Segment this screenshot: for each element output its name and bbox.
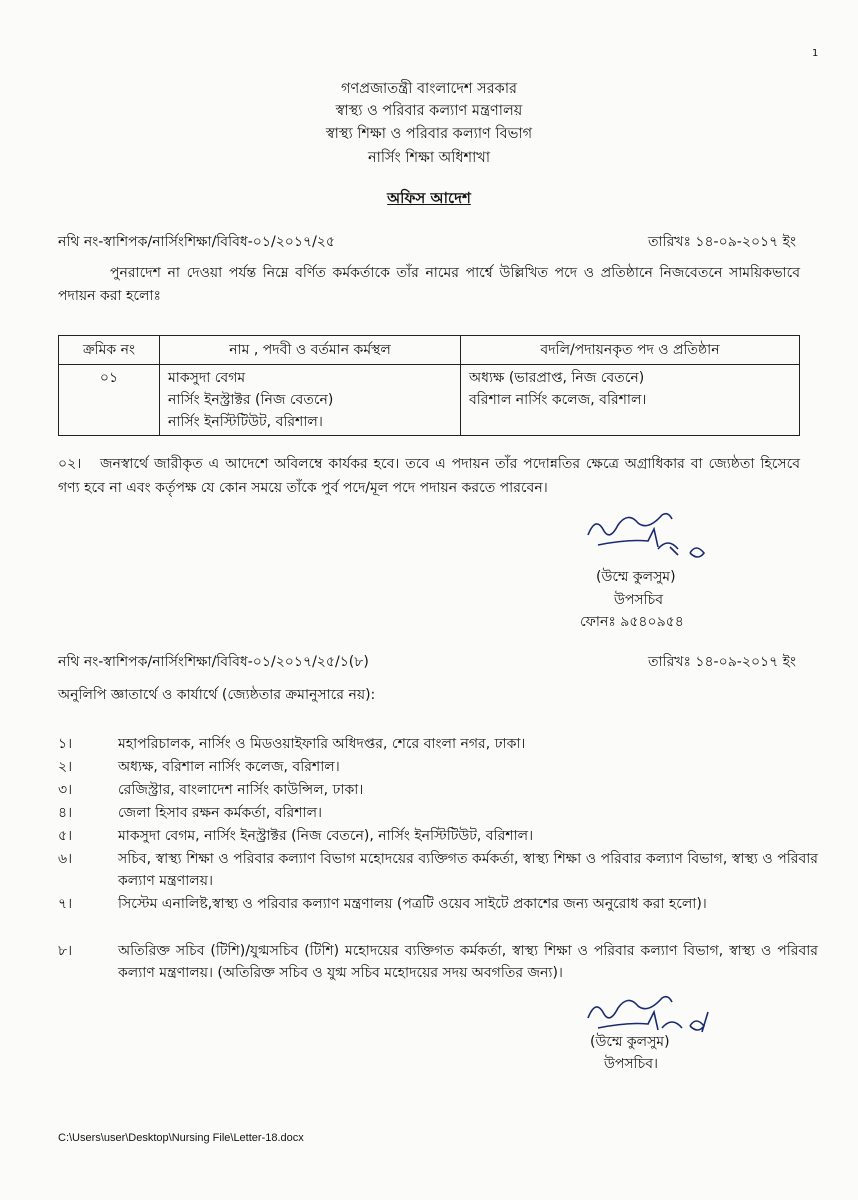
document-title: অফিস আদেশ bbox=[387, 189, 471, 207]
cc-num: ৬। bbox=[58, 851, 73, 867]
cc-num: ৪। bbox=[58, 805, 73, 821]
memo2-number: নথি নং-স্বাশিপক/নার্সিংশিক্ষা/বিবিধ-০১/২০১৭/২৫/১(৮) bbox=[58, 654, 369, 670]
cc-text: মহাপরিচালক, নার্সিং ও মিডওয়াইফারি অধিদপ্তর, শেরে বাংলা নগর, ঢাকা। bbox=[118, 736, 526, 752]
cell-current bbox=[160, 365, 461, 436]
cc-num: ২। bbox=[58, 759, 73, 775]
para2-number: ০২। bbox=[58, 456, 82, 472]
cc-text: অতিরিক্ত সচিব (টিশি)/যুগ্মসচিব (টিশি) মহোদয়ের ব্যক্তিগত কর্মকর্তা, স্বাস্থ্য শিক্ষা ও পরিবার কল্যাণ বিভাগ, স্বাস্থ্য ও পরিবার কল্যাণ মন্ত্রণালয়। (অতিরিক্ত সচিব ও যুগ্ম সচিব মহোদয়ের সদয় অবগতির জন্য)। bbox=[118, 943, 818, 981]
current-name: মাকসুদা বেগম bbox=[168, 370, 246, 386]
signatory-1-designation: উপসচিব bbox=[614, 592, 664, 608]
signatory-2-designation: উপসচিব। bbox=[604, 1056, 659, 1072]
signatory-2-name: (উম্মে কুলসুম) bbox=[590, 1034, 670, 1050]
header-line-3: স্বাস্থ্য শিক্ষা ও পরিবার কল্যাণ বিভাগ bbox=[325, 126, 533, 142]
para2-text: জনস্বার্থে জারীকৃত এ আদেশে অবিলম্বে কার্যকর হবে। তবে এ পদায়ন তাঁর পদোন্নতির ক্ষেত্রে অগ্রাধিকার বা জ্যেষ্ঠতা হিসেবে গণ্য হবে না এবং কর্তৃপক্ষ যে কোন সময়ে তাঁকে পুর্ব পদে/মূল পদে পদায়ন করতে পারবেন। bbox=[58, 456, 800, 496]
cc-num: ৭। bbox=[58, 896, 73, 912]
signatory-1-name: (উম্মে কুলসুম) bbox=[596, 569, 676, 585]
cc-num: ৩। bbox=[58, 782, 73, 798]
posting-table bbox=[58, 335, 800, 436]
cc-text: সচিব, স্বাস্থ্য শিক্ষা ও পরিবার কল্যাণ বিভাগ মহোদয়ের ব্যক্তিগত কর্মকর্তা, স্বাস্থ্য শিক্ষা ও পরিবার কল্যাণ বিভাগ, স্বাস্থ্য ও পরিবার কল্যাণ মন্ত্রণালয়। bbox=[118, 851, 818, 889]
cc-text: মাকসুদা বেগম, নার্সিং ইনস্ট্রাক্টর (নিজ বেতনে), নার্সিং ইনস্টিটিউট, বরিশাল। bbox=[118, 828, 534, 844]
header-line-2: স্বাস্থ্য ও পরিবার কল্যাণ মন্ত্রণালয় bbox=[335, 103, 523, 119]
cc-heading: অনুলিপি জ্ঞাতার্থে ও কার্যার্থে (জ্যেষ্ঠতার ক্রমানুসারে নয়): bbox=[58, 687, 376, 703]
cc-text: অধ্যক্ষ, বরিশাল নার্সিং কলেজ, বরিশাল। bbox=[118, 759, 340, 775]
memo-date: তারিখঃ ১৪-০৯-২০১৭ ইং bbox=[648, 234, 796, 250]
cc-text: জেলা হিসাব রক্ষন কর্মকর্তা, বরিশাল। bbox=[118, 805, 323, 821]
file-path-footer: C:\Users\user\Desktop\Nursing File\Letter-18.docx bbox=[58, 1132, 304, 1144]
cc-text: সিস্টেম এনালিষ্ট,স্বাস্থ্য ও পরিবার কল্যাণ মন্ত্রণালয় (পত্রটি ওয়েব সাইটে প্রকাশের জন্য অনুরোধ করা হলো)। bbox=[118, 896, 707, 912]
page-mark: 1 bbox=[812, 48, 819, 59]
cell-serial: ০১ bbox=[59, 365, 160, 436]
header-line-1: গণপ্রজাতন্ত্রী বাংলাদেশ সরকার bbox=[340, 81, 517, 97]
table-row bbox=[59, 365, 800, 436]
cc-text: রেজিস্ট্রার, বাংলাদেশ নার্সিং কাউন্সিল, ঢাকা। bbox=[118, 782, 364, 798]
posting-designation: অধ্যক্ষ (ভারপ্রাপ্ত, নিজ বেতনে) bbox=[469, 370, 645, 386]
current-designation: নার্সিং ইনস্ট্রাক্টর (নিজ বেতনে) bbox=[168, 392, 334, 408]
current-workplace: নার্সিং ইনস্টিটিউট, বরিশাল। bbox=[168, 414, 323, 430]
signature-1 bbox=[578, 505, 728, 565]
cc-num: ৫। bbox=[58, 828, 73, 844]
cc-num: ১। bbox=[58, 736, 73, 752]
header-current: নাম , পদবী ও বর্তমান কর্মস্থল bbox=[160, 336, 461, 365]
table-header-row bbox=[59, 336, 800, 365]
cc-num: ৮। bbox=[58, 943, 73, 959]
signatory-1-phone: ফোনঃ ৯৫৪০৯৫৪ bbox=[580, 614, 684, 630]
intro-paragraph: পুনরাদেশ না দেওয়া পর্যন্ত নিম্নে বর্ণিত কর্মকর্তাকে তাঁর নামের পার্শ্বে উল্লিখিত পদে ও প্রতিষ্ঠানে নিজবেতনে সাময়িকভাবে পদায়ন করা হলোঃ bbox=[58, 265, 800, 304]
header-line-4: নার্সিং শিক্ষা অধিশাখা bbox=[367, 150, 491, 166]
header-posting: বদলি/পদায়নকৃত পদ ও প্রতিষ্ঠান bbox=[461, 336, 800, 365]
memo2-date: তারিখঃ ১৪-০৯-২০১৭ ইং bbox=[648, 654, 796, 670]
header-serial: ক্রমিক নং bbox=[59, 336, 160, 365]
memo-number: নথি নং-স্বাশিপক/নার্সিংশিক্ষা/বিবিধ-০১/২০১৭/২৫ bbox=[58, 234, 335, 250]
cell-posting bbox=[461, 365, 800, 436]
posting-institution: বরিশাল নার্সিং কলেজ, বরিশাল। bbox=[469, 392, 647, 408]
